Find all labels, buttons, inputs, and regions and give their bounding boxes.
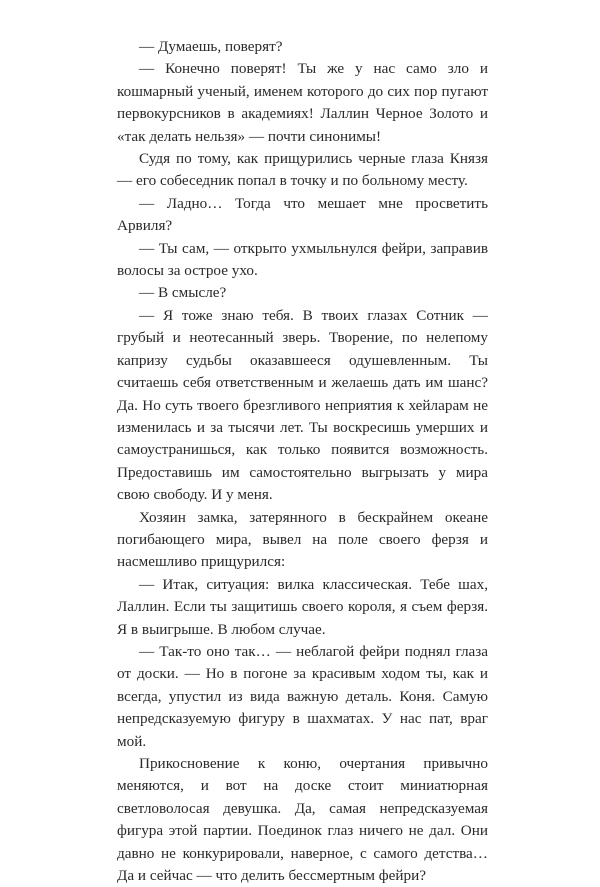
paragraph: Хозяин замка, затерянного в бескрайнем океане погибающего мира, вывел на поле своего ферзя и насмешливо прищурился: bbox=[117, 508, 488, 571]
paragraph: — Ты сам, — открыто ухмыльнулся фейри, заправив волосы за острое ухо. bbox=[117, 239, 488, 280]
paragraph: — Ладно… Тогда что мешает мне просветить Арвиля? bbox=[117, 194, 488, 235]
paragraph: Судя по тому, как прищурились черные глаза Князя — его собеседник попал в точку и по больному месту. bbox=[117, 150, 488, 190]
paragraph: — Итак, ситуация: вилка классическая. Тебе шах, Лаллин. Если ты защитишь своего короля, я съем ферзя. Я в выигрыше. В любом случае. bbox=[117, 575, 488, 638]
paragraph: — Так-то оно так… — неблагой фейри поднял глаза от доски. — Но в погоне за красивым ходом ты, как и всегда, упустил из вида важную деталь. Коня. Самую непредсказуемую фигуру в шахматах. У нас пат, враг мой. bbox=[117, 642, 488, 750]
page-text bbox=[117, 36, 488, 887]
paragraph: — Конечно поверят! Ты же у нас само зло и кошмарный ученый, именем которого до сих пор пугают первокурсников в академиях! Лаллин Черное Золото и «так делать нельзя» — почти синонимы! bbox=[117, 60, 488, 145]
paragraph: — Я тоже знаю тебя. В твоих глазах Сотник — грубый и неотесанный зверь. Творение, по нелепому капризу судьбы оказавшееся одушевленным. Ты считаешь себя ответственным и желаешь дать им шанс? Да. Но суть твоего брезгливого неприятия к хейларам не изменилась и за тысячи лет. Ты воскресишь умерших и самоустранишься, как только появится возможность. Предоставишь им самостоятельно выгрызать у мира свою свободу. И у меня. bbox=[117, 306, 488, 504]
paragraph: — Думаешь, поверят? bbox=[139, 38, 283, 55]
paragraph: — В смысле? bbox=[139, 284, 227, 302]
paragraph: Прикосновение к коню, очертания привычно меняются, и вот на доске стоит миниатюрная светловолосая девушка. Да, самая непредсказуемая фигура этой партии. Поединок глаз ничего не дал. Они давно не конкурировали, наверное, с самого детства… Да и сейчас — что делить бессмертным фейри? bbox=[117, 755, 488, 885]
